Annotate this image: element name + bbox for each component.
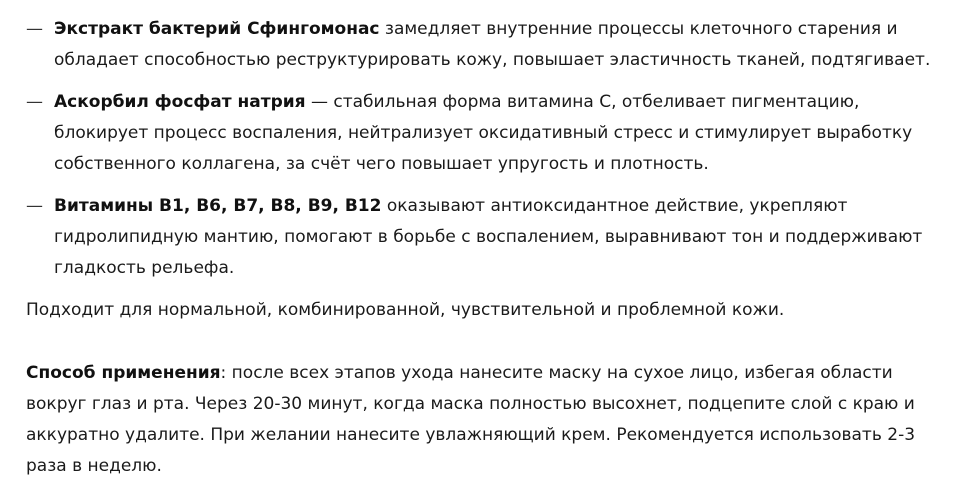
dash-bullet: — <box>26 196 43 216</box>
ingredient-description: замедляет внутренние процессы клеточного старения и обладает способностью реструктурировать кожу, повышает эластичность тканей, подтягивает. <box>54 19 931 70</box>
ingredient-item-ascorbyl <box>26 87 956 180</box>
ingredient-name: Экстракт бактерий Сфингомонас <box>54 19 380 39</box>
ingredient-item-vitamins <box>26 191 956 284</box>
product-description <box>26 14 956 482</box>
ingredient-description: оказывают антиоксидантное действие, укрепляют гидролипидную мантию, помогают в борьбе с воспалением, выравнивают тон и поддерживают гладкость рельефа. <box>54 196 923 278</box>
usage-paragraph <box>26 358 956 482</box>
ingredient-description: — стабильная форма витамина С, отбеливает пигментацию, блокирует процесс воспаления, нейтрализует оксидативный стресс и стимулирует выработку собственного коллагена, за счёт чего повышает упругость и плотность. <box>54 92 913 174</box>
usage-text: : после всех этапов ухода нанесите маску на сухое лицо, избегая области вокруг глаз и рта. Через 20-30 минут, когда маска полностью высохнет, подцепите слой с краю и аккуратно удалите. При желании нанесите увлажняющий крем. Рекомендуется использовать 2-3 раза в неделю. <box>26 363 916 476</box>
ingredient-name: Аскорбил фосфат натрия <box>54 92 306 112</box>
suitable-skin-text: Подходит для нормальной, комбинированной, чувствительной и проблемной кожи. <box>26 300 785 320</box>
ingredient-item-sphingomonas <box>26 14 956 76</box>
dash-bullet: — <box>26 92 43 112</box>
ingredients-list <box>26 14 956 284</box>
ingredient-name: Витамины B1, B6, B7, B8, B9, B12 <box>54 196 382 216</box>
usage-label: Способ применения <box>26 363 221 383</box>
dash-bullet: — <box>26 19 43 39</box>
